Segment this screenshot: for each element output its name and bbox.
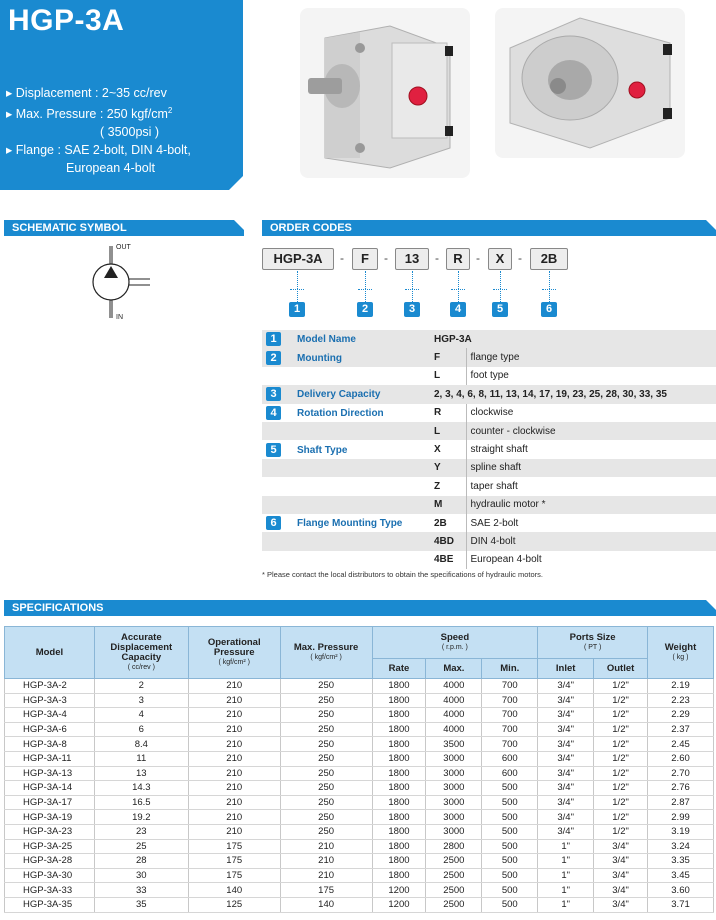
table-cell: 140 [188,883,280,898]
table-cell: 1/2" [594,751,648,766]
table-cell: HGP-3A-11 [5,751,95,766]
table-cell: 3.45 [648,868,714,883]
table-cell: 1" [538,897,594,912]
table-cell: 28 [94,854,188,869]
table-cell: 1800 [372,708,426,723]
table-cell: 210 [188,766,280,781]
order-row: 3 Delivery Capacity 2, 3, 4, 6, 8, 11, 13, 14, 17, 19, 23, 25, 28, 30, 33, 35 [262,385,716,403]
table-cell: 2.60 [648,751,714,766]
table-cell: 3/4" [594,883,648,898]
table-row [5,693,714,708]
table-cell: 500 [482,795,538,810]
table-cell: 210 [188,795,280,810]
order-row: 4 Rotation Direction R clockwise [262,404,716,422]
table-cell: 175 [280,883,372,898]
table-cell: 3/4" [594,854,648,869]
corner-fold [229,176,243,190]
table-row [5,810,714,825]
table-cell: 210 [280,868,372,883]
table-cell: 2.19 [648,679,714,694]
table-cell: 2500 [426,883,482,898]
table-cell: 250 [280,751,372,766]
table-cell: 1" [538,854,594,869]
table-row [5,839,714,854]
code-model: HGP-3A [262,248,334,270]
table-row [5,897,714,912]
table-cell: 500 [482,824,538,839]
table-cell: 175 [188,868,280,883]
feature-item: ▸ Displacement : 2~35 cc/rev [6,86,167,100]
code-mounting: F [352,248,378,270]
table-cell: 140 [280,897,372,912]
col-ports: Ports Size ( PT ) [538,627,648,659]
table-cell: 500 [482,839,538,854]
table-cell: HGP-3A-4 [5,708,95,723]
table-cell: HGP-3A-25 [5,839,95,854]
table-cell: 700 [482,737,538,752]
table-cell: 1800 [372,781,426,796]
specifications-section-bar: SPECIFICATIONS [4,600,716,616]
table-row [5,795,714,810]
bullet-icon: ▸ [6,143,13,158]
table-cell: 125 [188,897,280,912]
table-cell: 500 [482,854,538,869]
feature-item: ( 3500psi ) [100,125,160,140]
col-max-pressure: Max. Pressure ( kgf/cm² ) [280,627,372,679]
table-row [5,781,714,796]
order-row: 4BE European 4-bolt [262,551,716,569]
bullet-icon: ▸ [6,86,13,100]
table-cell: 1800 [372,693,426,708]
bullet-icon: ▸ [6,107,13,122]
table-cell: 1/2" [594,679,648,694]
table-cell: 1/2" [594,795,648,810]
feature-list [6,84,191,177]
table-cell: 1200 [372,897,426,912]
table-cell: 175 [188,854,280,869]
feature-item: ▸ Flange : SAE 2-bolt, DIN 4-bolt, [6,143,191,158]
code-separator: - [384,251,388,265]
table-cell: 175 [188,839,280,854]
order-row: 5 Shaft Type X straight shaft [262,440,716,458]
specifications-table: Model Accurate Displacement Capacity ( cc/rev ) Operational Pressure ( kgf/cm² ) Max. Pressure ( kgf/cm² ) Speed ( r.p.m. ) Ports Size ( PT ) Weight ( kg ) Rate Max. Min. Inlet Outlet HGP-3A-2 2 210 250 1800 4000 700 3/4" 1/2" 2.19 HGP-3A-3 3 210 250 1800 4000 700 3/4" 1/2" 2.23 HGP-3A-4 4 210 250 1800 4000 700 3/4" 1/2" 2.29 HGP-3A-6 6 210 250 1800 4000 700 3/4" 1/2" 2.37 HGP-3A-8 8.4 210 250 1800 3500 700 3/4" 1/2" 2.45 HGP-3A-11 11 210 250 1800 3000 600 3/4" 1/2" 2.60 HGP-3A-13 13 210 250 1800 3000 600 3/4" 1/2" 2.70 HGP-3A-14 14.3 210 250 1800 3000 500 3/4" 1/2" 2.76 HGP-3A-17 16.5 210 250 1800 3000 500 3/4" 1/2" 2.87 HGP-3A-19 19.2 210 250 1800 3000 500 3/4" 1/2" 2.99 HGP-3A-23 23 210 250 1800 3000 500 3/4" 1/2" 3.19 HGP-3A-25 25 175 210 1800 2800 500 1" 3/4" 3.24 HGP-3A-28 28 175 210 1800 2500 500 1" 3/4" 3.35 HGP-3A-30 30 175 210 1800 2500 500 1" 3/4" 3.45 HGP-3A-33 33 140 175 1200 2500 500 1" 3/4" 3.60 HGP-3A-35 35 125 140 1200 2500 500 1" 3/4" 3.71 [4,626,714,913]
table-cell: 3000 [426,751,482,766]
table-cell: 3/4" [538,824,594,839]
code-separator: - [476,251,480,265]
table-row [5,868,714,883]
table-row [5,722,714,737]
table-cell: 4000 [426,722,482,737]
table-cell: HGP-3A-8 [5,737,95,752]
table-row [5,708,714,723]
table-row [5,883,714,898]
table-cell: 1800 [372,722,426,737]
table-cell: 250 [280,722,372,737]
table-cell: 3/4" [538,737,594,752]
table-cell: 250 [280,737,372,752]
feature-item: European 4-bolt [66,161,155,176]
out-label: OUT [116,244,131,251]
table-cell: 3/4" [594,839,648,854]
table-cell: 250 [280,810,372,825]
table-cell: 500 [482,897,538,912]
order-row: 4BD DIN 4-bolt [262,532,716,550]
table-cell: HGP-3A-2 [5,679,95,694]
table-cell: 250 [280,824,372,839]
table-cell: 2.70 [648,766,714,781]
table-cell: 250 [280,795,372,810]
table-cell: HGP-3A-28 [5,854,95,869]
table-cell: HGP-3A-33 [5,883,95,898]
table-cell: 1800 [372,854,426,869]
table-cell: 3/4" [538,751,594,766]
code-shaft: X [488,248,512,270]
product-header [0,0,243,190]
table-cell: 1800 [372,839,426,854]
table-cell: 2.76 [648,781,714,796]
col-displacement: Accurate Displacement Capacity ( cc/rev ) [94,627,188,679]
code-separator: - [435,251,439,265]
table-cell: 35 [94,897,188,912]
table-cell: 600 [482,751,538,766]
table-cell: HGP-3A-3 [5,693,95,708]
code-number-badge: 2 [357,302,373,317]
table-row [5,751,714,766]
table-cell: 3/4" [538,708,594,723]
table-cell: 210 [188,679,280,694]
table-row [5,679,714,694]
table-cell: 250 [280,679,372,694]
table-cell: 25 [94,839,188,854]
table-cell: 1800 [372,810,426,825]
table-cell: 2500 [426,854,482,869]
table-cell: 33 [94,883,188,898]
table-cell: 3000 [426,781,482,796]
table-cell: 1" [538,839,594,854]
code-number-badge: 1 [289,302,305,317]
table-cell: 1/2" [594,693,648,708]
table-cell: 3.71 [648,897,714,912]
table-cell: 14.3 [94,781,188,796]
order-row: 6 Flange Mounting Type 2B SAE 2-bolt [262,514,716,532]
table-cell: 210 [188,708,280,723]
table-cell: 700 [482,693,538,708]
table-cell: 1/2" [594,766,648,781]
col-weight: Weight ( kg ) [648,627,714,679]
feature-item: ▸ Max. Pressure : 250 kgf/$cm^2$ [6,106,173,122]
col-speed: Speed ( r.p.m. ) [372,627,538,659]
table-cell: 2500 [426,897,482,912]
table-cell: 2 [94,679,188,694]
table-cell: 600 [482,766,538,781]
table-cell: 210 [188,693,280,708]
table-cell: 2.99 [648,810,714,825]
table-cell: 4 [94,708,188,723]
table-cell: 250 [280,766,372,781]
table-cell: 3/4" [538,795,594,810]
code-number-badge: 4 [450,302,466,317]
table-cell: 16.5 [94,795,188,810]
table-cell: 3/4" [538,722,594,737]
table-cell: 3.60 [648,883,714,898]
table-cell: 210 [280,854,372,869]
table-cell: 1200 [372,883,426,898]
order-code-table [262,330,716,569]
table-cell: 250 [280,781,372,796]
code-rotation: R [446,248,470,270]
table-cell: 210 [188,781,280,796]
table-cell: 1/2" [594,810,648,825]
table-cell: 1800 [372,679,426,694]
table-row [5,824,714,839]
table-cell: HGP-3A-17 [5,795,95,810]
table-row [5,766,714,781]
table-cell: 3000 [426,810,482,825]
table-cell: 3.24 [648,839,714,854]
table-cell: 2.87 [648,795,714,810]
order-row: M hydraulic motor * [262,496,716,514]
table-cell: 210 [188,751,280,766]
table-cell: 2500 [426,868,482,883]
code-number-badge: 5 [492,302,508,317]
table-cell: 1/2" [594,708,648,723]
pump-photo-front [300,8,470,178]
table-cell: 1800 [372,737,426,752]
table-cell: HGP-3A-13 [5,766,95,781]
col-model: Model [5,627,95,679]
table-cell: 1800 [372,824,426,839]
table-cell: 3 [94,693,188,708]
table-cell: 3000 [426,795,482,810]
pump-photo-angled [495,8,685,158]
table-row [5,854,714,869]
table-cell: 700 [482,708,538,723]
table-cell: 3/4" [538,781,594,796]
table-cell: 1800 [372,766,426,781]
order-row: Y spline shaft [262,459,716,477]
table-cell: 1" [538,868,594,883]
table-cell: 2.23 [648,693,714,708]
table-cell: 2.29 [648,708,714,723]
code-separator: - [518,251,522,265]
order-codes-section-bar: ORDER CODES [262,220,716,236]
table-cell: 19.2 [94,810,188,825]
order-row: 1 Model Name HGP-3A [262,330,716,348]
table-cell: HGP-3A-6 [5,722,95,737]
table-cell: 3/4" [538,810,594,825]
code-number-badge: 3 [404,302,420,317]
table-cell: 500 [482,883,538,898]
table-cell: 23 [94,824,188,839]
order-row: L foot type [262,367,716,385]
table-row [5,737,714,752]
table-cell: 250 [280,693,372,708]
table-cell: 30 [94,868,188,883]
table-cell: 250 [280,708,372,723]
table-cell: 3/4" [538,693,594,708]
table-cell: 13 [94,766,188,781]
table-cell: HGP-3A-30 [5,868,95,883]
table-cell: 6 [94,722,188,737]
table-cell: 500 [482,868,538,883]
table-cell: HGP-3A-35 [5,897,95,912]
table-cell: HGP-3A-19 [5,810,95,825]
table-cell: 1/2" [594,737,648,752]
page-title: HGP-3A [8,4,125,37]
table-cell: 3.19 [648,824,714,839]
table-cell: 3.35 [648,854,714,869]
table-cell: HGP-3A-14 [5,781,95,796]
table-cell: 1/2" [594,781,648,796]
table-cell: HGP-3A-23 [5,824,95,839]
table-cell: 4000 [426,708,482,723]
table-cell: 4000 [426,679,482,694]
table-cell: 210 [188,737,280,752]
table-cell: 210 [188,824,280,839]
table-cell: 3/4" [538,766,594,781]
order-row: Z taper shaft [262,477,716,495]
table-cell: 2800 [426,839,482,854]
table-cell: 210 [188,810,280,825]
code-flange: 2B [530,248,568,270]
table-cell: 500 [482,781,538,796]
footnote: * Please contact the local distributors to obtain the specifications of hydraulic motors. [262,570,543,579]
table-cell: 1/2" [594,722,648,737]
table-cell: 1800 [372,751,426,766]
table-cell: 700 [482,722,538,737]
order-row: 2 Mounting F flange type [262,348,716,366]
table-cell: 3/4" [594,868,648,883]
code-capacity: 13 [395,248,429,270]
table-cell: 8.4 [94,737,188,752]
table-cell: 4000 [426,693,482,708]
schematic-section-bar: SCHEMATIC SYMBOL [4,220,244,236]
table-cell: 210 [280,839,372,854]
table-cell: 2.37 [648,722,714,737]
table-cell: 11 [94,751,188,766]
table-cell: 3/4" [538,679,594,694]
table-cell: 500 [482,810,538,825]
pump-schematic-symbol [80,242,170,324]
table-cell: 2.45 [648,737,714,752]
table-cell: 1" [538,883,594,898]
table-cell: 700 [482,679,538,694]
table-cell: 1800 [372,868,426,883]
order-row: L counter - clockwise [262,422,716,440]
code-number-badge: 6 [541,302,557,317]
table-cell: 3000 [426,824,482,839]
table-cell: 3/4" [594,897,648,912]
table-cell: 1/2" [594,824,648,839]
col-operational-pressure: Operational Pressure ( kgf/cm² ) [188,627,280,679]
table-cell: 3000 [426,766,482,781]
table-cell: 3500 [426,737,482,752]
table-cell: 1800 [372,795,426,810]
in-label: IN [116,314,123,321]
code-separator: - [340,251,344,265]
table-cell: 210 [188,722,280,737]
